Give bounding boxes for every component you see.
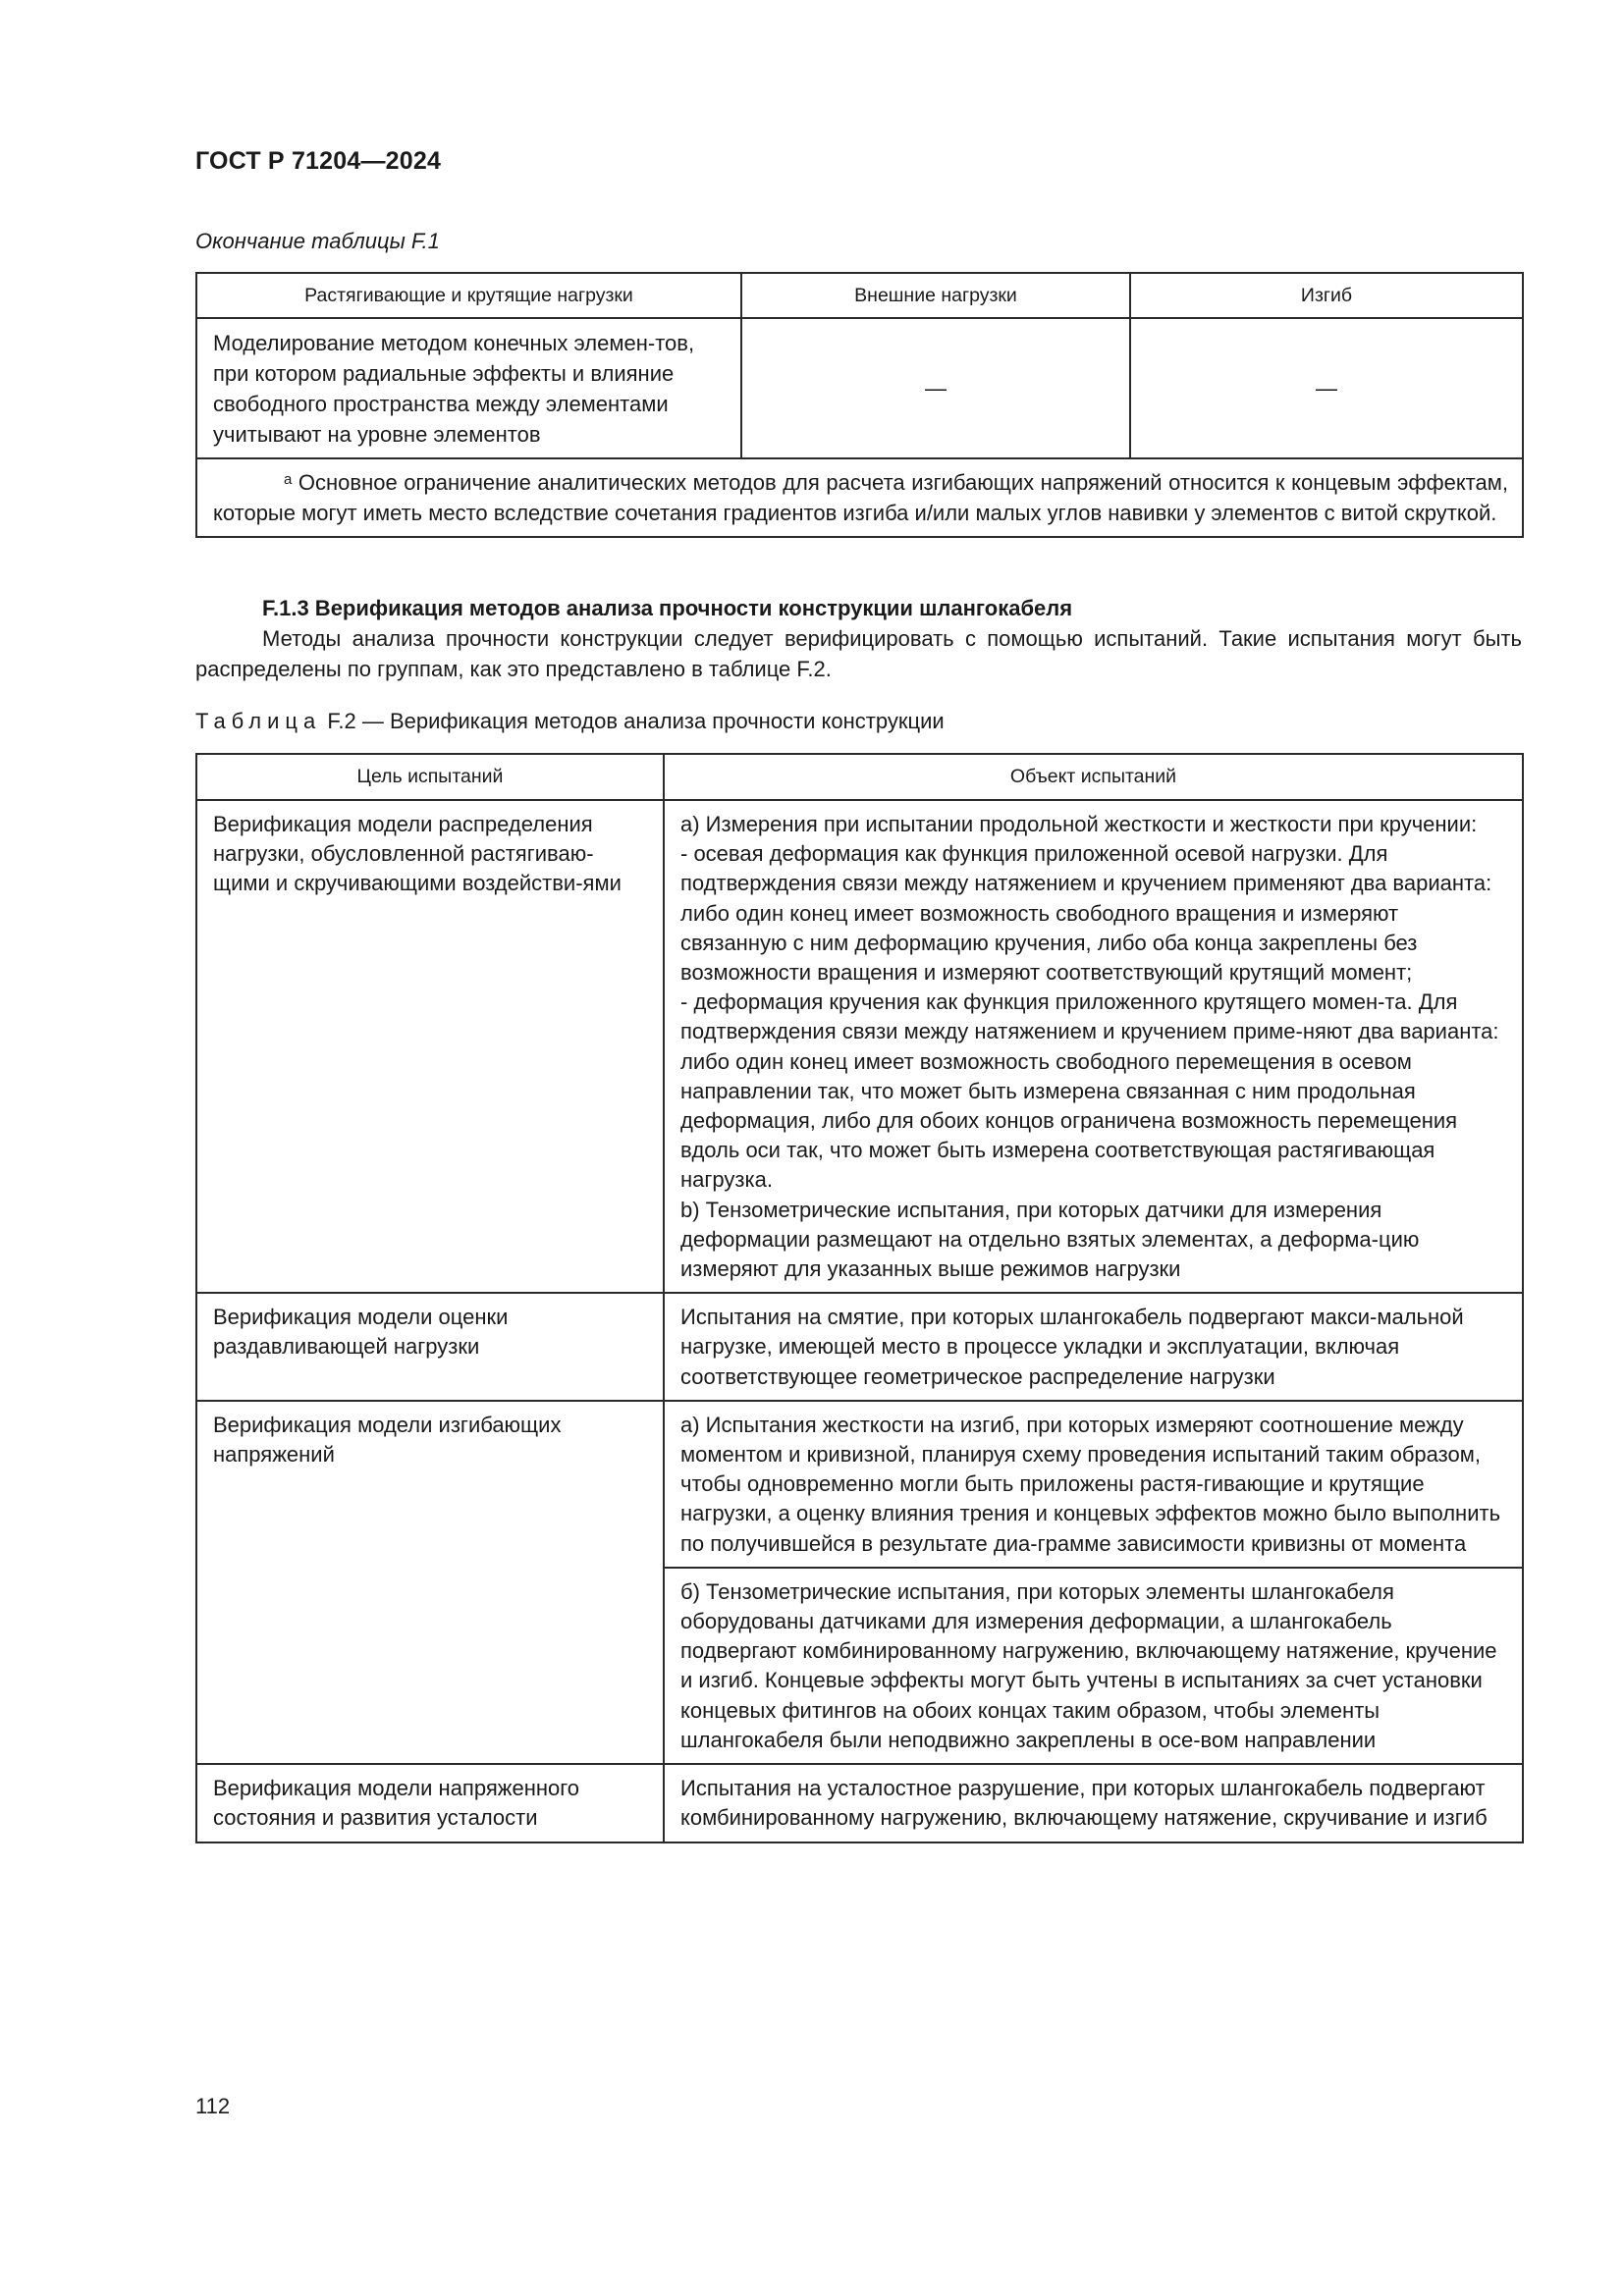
table2-object-cell [664, 800, 1523, 1293]
table2-column-header: Объект испытаний [664, 754, 1523, 800]
table2-row [196, 1293, 1523, 1401]
table2-row [196, 1764, 1523, 1842]
table1-continuation-caption: Окончание таблицы F.1 [195, 229, 440, 253]
table2-object-cell: а) Испытания жесткости на изгиб, при которых измеряют соотношение между моментом и кривизной, планируя схему проведения испытаний таким образом, чтобы одновременно могли быть приложены растя-гивающие и крутящие нагрузки, а оценку влияния трения и концевых эффектов можно было выполнить по получившейся в результате диа-грамме зависимости кривизны от момента [664, 1401, 1523, 1568]
table1-footnote-row [196, 458, 1523, 537]
table2-column-header: Цель испытаний [196, 754, 664, 800]
section-paragraph: Методы анализа прочности конструкции следует верифицировать с помощью испытаний. Такие испытания могут быть распределены по группам, как это представлено в таблице F.2. [195, 626, 1522, 681]
table2-goal-cell: Верификация модели изгибающих напряжений [196, 1401, 664, 1764]
table1-column-header: Растягивающие и крутящие нагрузки [196, 273, 741, 318]
table2-caption-label: Таблица [195, 709, 322, 733]
page-number: 112 [195, 2094, 231, 2118]
standard-code-header: ГОСТ Р 71204—2024 [195, 147, 442, 175]
table2-row [196, 800, 1523, 1293]
footnote-marker: a [284, 471, 293, 488]
table2-row [196, 1401, 1523, 1568]
table1-column-header: Внешние нагрузки [741, 273, 1130, 318]
table-f1-end [195, 272, 1524, 538]
table2-caption-text: F.2 — Верификация методов анализа прочности конструкции [327, 709, 945, 733]
table1-cell-fem: Моделирование методом конечных элемен-тов, при котором радиальные эффекты и влияние свободного пространства между элементами учитывают на уровне элементов [196, 318, 741, 458]
table2-caption [195, 709, 945, 734]
section-f13 [195, 593, 1522, 684]
table2-goal-cell: Верификация модели распределения нагрузки, обусловленной растягиваю-щими и скручивающими воздействи-ями [196, 800, 664, 1293]
table2-object-cell: Испытания на смятие, при которых шлангокабель подвергают макси-мальной нагрузке, имеющей место в процессе укладки и эксплуатации, включая соответствующее геометрическое распределение нагрузки [664, 1293, 1523, 1401]
footnote-text: Основное ограничение аналитических методов для расчета изгибающих напряжений относится к концевым эффектам, которые могут иметь место вследствие сочетания градиентов изгиба и/или малых углов навивки у элементов с витой скруткой. [213, 470, 1508, 525]
table2-object-text: а) Измерения при испытании продольной жесткости и жесткости при кручении: - осевая деформация как функция приложенной осевой нагрузки. Для подтверждения связи между натяжением и кручением применяют два варианта: либо один конец имеет возможность свободного вращения и измеряют связанную с ним деформацию кручения, либо оба конца закреплены без возможности вращения и измеряют соответствующий крутящий момент; - деформация кручения как функция приложенного крутящего момен-та. Для подтверждения связи между натяжением и кручением приме-няют два варианта: либо один конец имеет возможность свободного перемещения в осевом направлении так, что может быть измерена связанная с ним продольная деформация, либо для обоих концов ограничена возможность перемещения вдоль оси так, что может быть измерена соответствующая растягивающая нагрузка. b) Тензометрические испытания, при которых датчики для измерения деформации размещают на отдельно взятых элементах, а деформа-цию измеряют для указанных выше режимов нагрузки [680, 812, 1499, 1282]
table1-cell-dash: — [741, 318, 1130, 458]
table2-object-cell: Испытания на усталостное разрушение, при которых шлангокабель подвергают комбинированному нагружению, включающему натяжение, скручивание и изгиб [664, 1764, 1523, 1842]
table2-object-cell: б) Тензометрические испытания, при которых элементы шлангокабеля оборудованы датчиками для измерения деформации, а шлангокабель подвергают комбинированному нагружению, включающему натяжение, кручение и изгиб. Концевые эффекты могут быть учтены в испытаниях за счет установки концевых фитингов на обоих концах таким образом, чтобы элементы шлангокабеля были неподвижно закреплены в осе-вом направлении [664, 1568, 1523, 1764]
table1-header-row [196, 273, 1523, 318]
section-heading: F.1.3 Верификация методов анализа прочности конструкции шлангокабеля [262, 596, 1073, 620]
table1-row [196, 318, 1523, 458]
table2-goal-cell: Верификация модели напряженного состояния и развития усталости [196, 1764, 664, 1842]
table2-header-row [196, 754, 1523, 800]
table-f2 [195, 753, 1524, 1843]
table1-cell-dash: — [1130, 318, 1523, 458]
table2-goal-cell: Верификация модели оценки раздавливающей нагрузки [196, 1293, 664, 1401]
table1-column-header: Изгиб [1130, 273, 1523, 318]
table1-footnote [196, 458, 1523, 537]
